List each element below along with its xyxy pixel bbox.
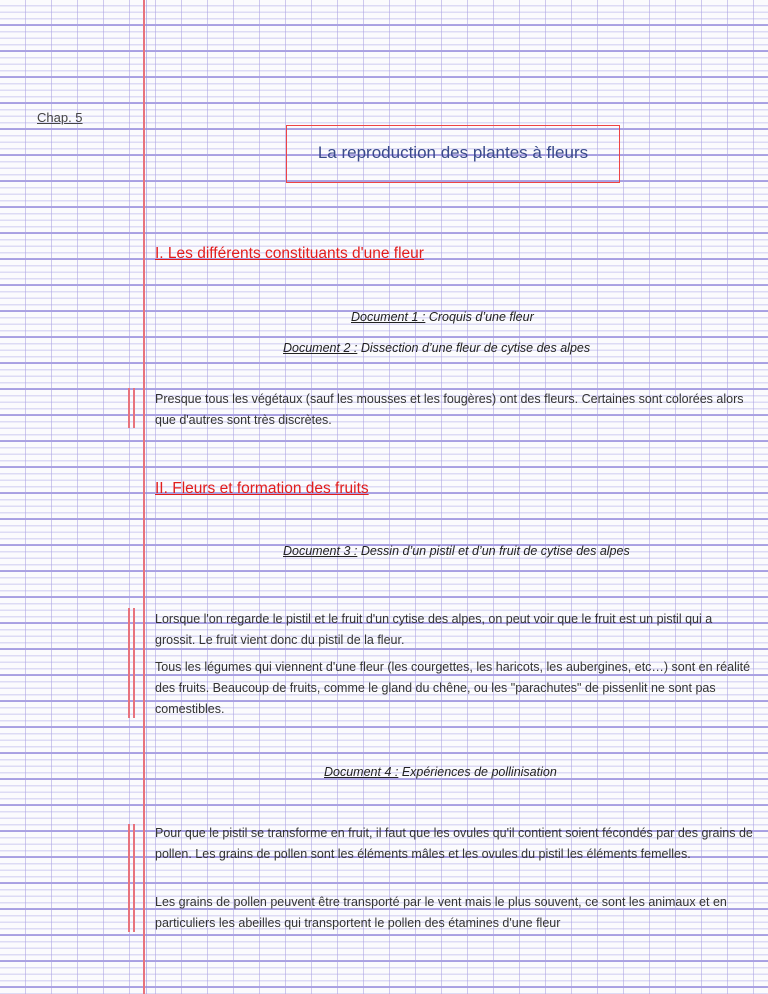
document-label: Document 2 :	[283, 341, 358, 355]
notebook-margin-line	[143, 0, 145, 994]
paragraph-3: Tous les légumes qui viennent d'une fleur (les courgettes, les haricots, les aubergines, etc…) sont en réalité des fruits. Beaucoup de fruits, comme le gland du chêne, ou les "parachutes" de pissenlit ne sont pas comestibles.	[155, 660, 751, 716]
document-caption-4	[324, 765, 557, 779]
paragraph-4: Pour que le pistil se transforme en fruit, il faut que les ovules qu'il contient soient fécondés par des grains de pollen. Les grains de pollen sont les éléments mâles et les ovules du pistil les éléments femelles.	[155, 826, 753, 861]
document-label: Document 4 :	[324, 765, 399, 779]
margin-bar	[128, 824, 130, 932]
margin-bar	[133, 824, 135, 932]
document-caption-1	[351, 310, 534, 324]
section-heading-1: I. Les différents constituants d'une fleur	[155, 245, 424, 262]
paragraph-1: Presque tous les végétaux (sauf les mousses et les fougères) ont des fleurs. Certaines sont colorées alors que d'autres sont très discrètes.	[155, 392, 744, 427]
document-title: Dissection d’une fleur de cytise des alpes	[357, 341, 591, 355]
document-caption-3	[283, 544, 630, 558]
page-title: La reproduction des plantes à fleurs	[317, 143, 589, 162]
margin-bar	[133, 388, 135, 428]
margin-bar	[128, 388, 130, 428]
chapter-label: Chap. 5	[37, 110, 83, 125]
document-title: Dessin d’un pistil et d’un fruit de cytise des alpes	[357, 544, 630, 558]
section-heading-2: II. Fleurs et formation des fruits	[155, 480, 369, 497]
document-label: Document 1 :	[351, 310, 426, 324]
margin-bar	[133, 608, 135, 718]
paragraph-2: Lorsque l'on regarde le pistil et le fruit d'un cytise des alpes, on peut voir que le fruit est un pistil qui a grossit. Le fruit vient donc du pistil de la fleur.	[155, 612, 713, 647]
document-title: Croquis d’une fleur	[425, 310, 534, 324]
document-label: Document 3 :	[283, 544, 358, 558]
document-caption-2	[283, 341, 590, 355]
margin-bar	[128, 608, 130, 718]
document-title: Expériences de pollinisation	[398, 765, 557, 779]
paragraph-5: Les grains de pollen peuvent être transporté par le vent mais le plus souvent, ce sont les animaux et en particuliers les abeilles qui transportent le pollen des étamines d'une fleur	[155, 895, 727, 930]
